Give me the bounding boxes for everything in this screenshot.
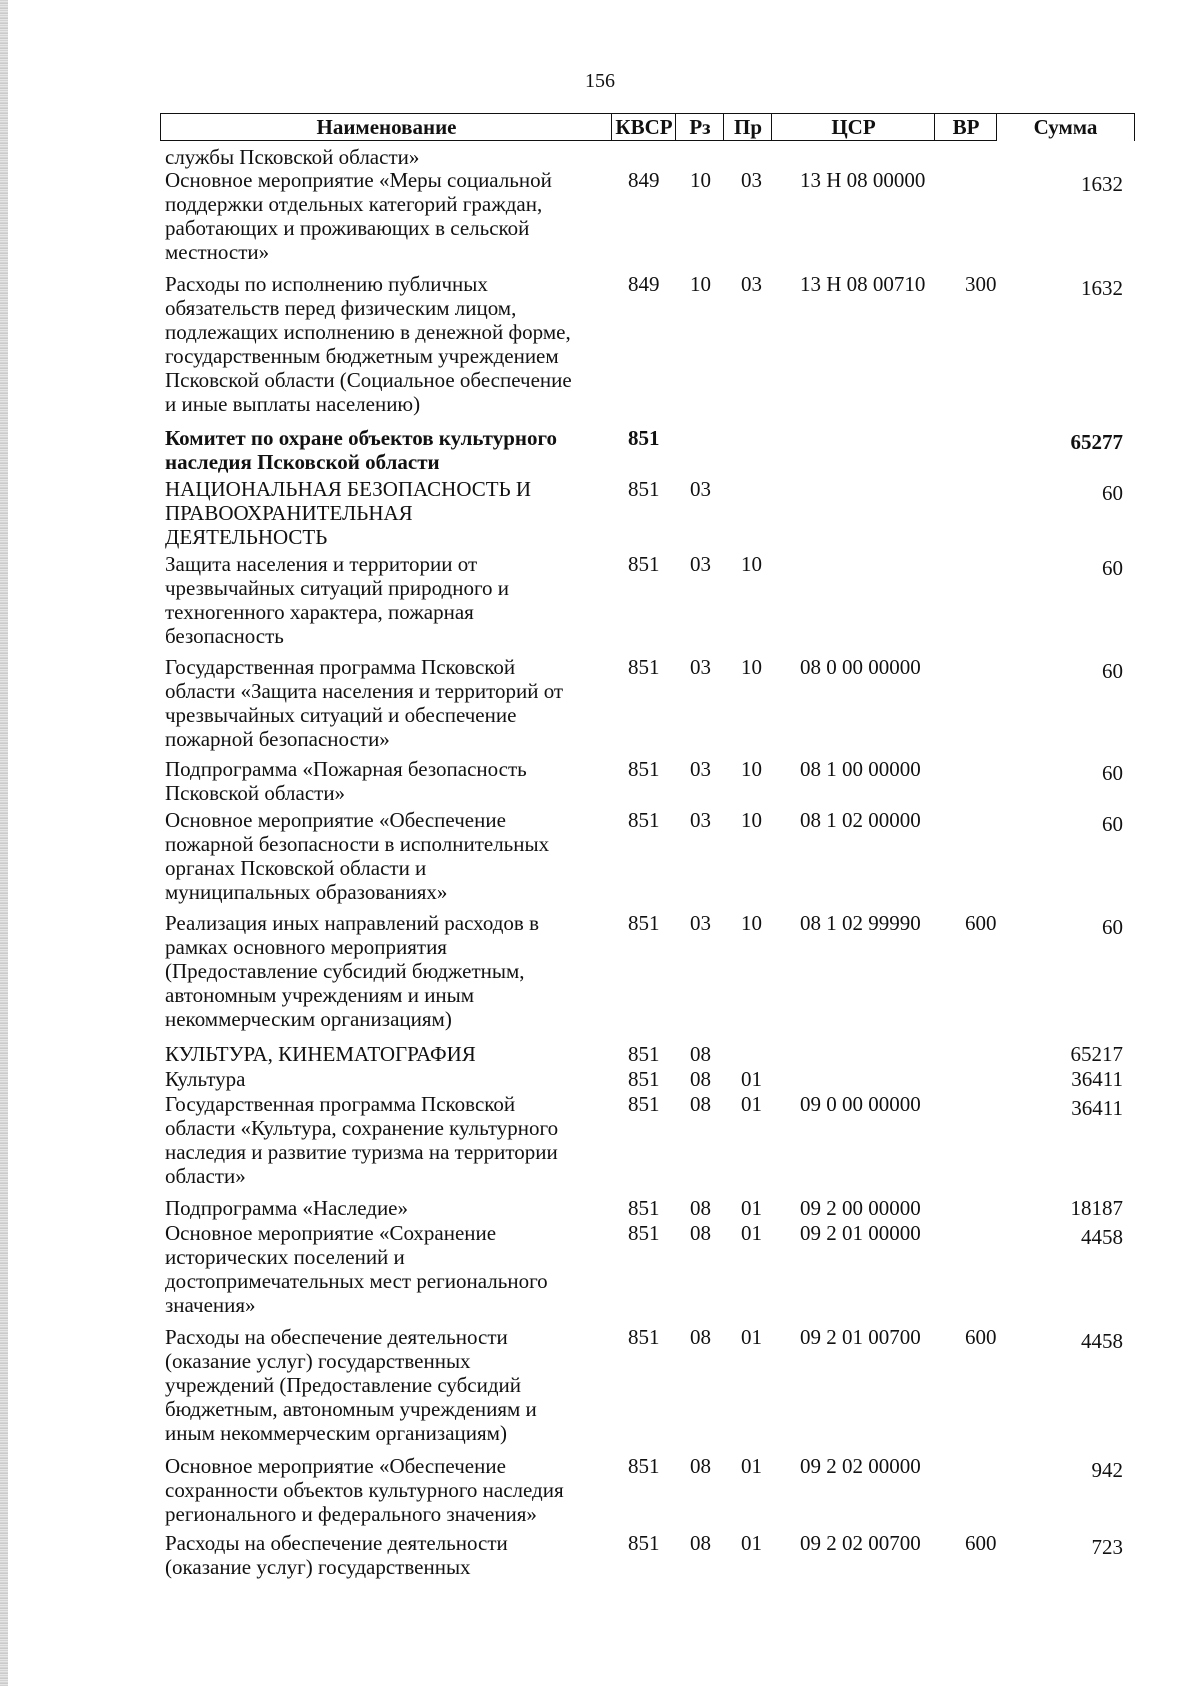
row-name-line: государственным бюджетным учреждением: [165, 344, 559, 368]
row-pr: 10: [741, 808, 762, 832]
row-rz: 03: [690, 911, 711, 935]
row-rz: 08: [690, 1042, 711, 1066]
row-name-line: Расходы на обеспечение деятельности: [165, 1325, 508, 1349]
row-name-line: Защита населения и территории от: [165, 552, 478, 576]
row-name-line: Расходы на обеспечение деятельности: [165, 1531, 508, 1555]
row-sum: 1632: [1081, 172, 1123, 196]
row-csr: 08 1 02 00000: [800, 808, 921, 832]
row-pr: 10: [741, 911, 762, 935]
row-sum: 36411: [1071, 1067, 1123, 1091]
row-rz: 08: [690, 1454, 711, 1478]
row-pr: 01: [741, 1454, 762, 1478]
row-rz: 03: [690, 552, 711, 576]
row-rz: 10: [690, 168, 711, 192]
row-csr: 09 0 00 00000: [800, 1092, 921, 1116]
row-name-line: автономным учреждениям и иным: [165, 983, 475, 1007]
row-name-line: Комитет по охране объектов культурного: [165, 426, 558, 450]
row-vr: 300: [965, 272, 997, 296]
row-name-line: наследия и развитие туризма на территории: [165, 1140, 558, 1164]
row-rz: 08: [690, 1325, 711, 1349]
row-csr: 09 2 01 00700: [800, 1325, 921, 1349]
row-name-line: наследия Псковской области: [165, 450, 440, 474]
row-name-line: работающих и проживающих в сельской: [165, 216, 530, 240]
row-sum: 723: [1091, 1535, 1123, 1559]
row-pr: 01: [741, 1067, 762, 1091]
row-name-line: области «Защита населения и территорий от: [165, 679, 564, 703]
row-name-line: Государственная программа Псковской: [165, 1092, 516, 1116]
row-csr: 09 2 02 00700: [800, 1531, 921, 1555]
row-name-line: службы Псковской области»: [165, 145, 420, 169]
row-csr: 09 2 00 00000: [800, 1196, 921, 1220]
row-csr: 08 1 00 00000: [800, 757, 921, 781]
row-pr: 01: [741, 1221, 762, 1245]
row-kvsr: 851: [628, 1221, 660, 1245]
row-name-line: пожарной безопасности в исполнительных: [165, 832, 550, 856]
row-name-line: Псковской области»: [165, 781, 346, 805]
row-rz: 03: [690, 477, 711, 501]
row-pr: 10: [741, 655, 762, 679]
row-sum: 942: [1091, 1458, 1123, 1482]
row-name-line: ПРАВООХРАНИТЕЛЬНАЯ: [165, 501, 413, 525]
row-rz: 08: [690, 1196, 711, 1220]
row-vr: 600: [965, 911, 997, 935]
row-name-line: местности»: [165, 240, 270, 264]
header-csr: ЦСР: [771, 113, 936, 141]
row-sum: 60: [1102, 556, 1123, 580]
row-kvsr: 851: [628, 426, 660, 450]
row-sum: 1632: [1081, 276, 1123, 300]
row-rz: 08: [690, 1531, 711, 1555]
row-name-line: Псковской области (Социальное обеспечение: [165, 368, 572, 392]
row-name-line: и иные выплаты населению): [165, 392, 421, 416]
row-kvsr: 851: [628, 1196, 660, 1220]
row-sum: 60: [1102, 481, 1123, 505]
row-name-line: обязательств перед физическим лицом,: [165, 296, 517, 320]
row-name-line: КУЛЬТУРА, КИНЕМАТОГРАФИЯ: [165, 1042, 476, 1066]
row-name-line: сохранности объектов культурного наследия: [165, 1478, 564, 1502]
row-vr: 600: [965, 1325, 997, 1349]
row-kvsr: 851: [628, 477, 660, 501]
scan-edge: [0, 0, 8, 1686]
row-name-line: поддержки отдельных категорий граждан,: [165, 192, 543, 216]
row-name-line: Основное мероприятие «Сохранение: [165, 1221, 497, 1245]
row-name-line: Подпрограмма «Наследие»: [165, 1196, 408, 1220]
row-name-line: НАЦИОНАЛЬНАЯ БЕЗОПАСНОСТЬ И: [165, 477, 532, 501]
row-name-line: Реализация иных направлений расходов в: [165, 911, 540, 935]
row-name-line: области»: [165, 1164, 246, 1188]
row-csr: 08 0 00 00000: [800, 655, 921, 679]
row-pr: 01: [741, 1092, 762, 1116]
row-sum: 65277: [1070, 430, 1123, 454]
row-name-line: Государственная программа Псковской: [165, 655, 516, 679]
row-kvsr: 851: [628, 1042, 660, 1066]
row-name-line: Расходы по исполнению публичных: [165, 272, 488, 296]
row-name-line: пожарной безопасности»: [165, 727, 390, 751]
row-name-line: достопримечательных мест регионального: [165, 1269, 548, 1293]
row-name-line: рамках основного мероприятия: [165, 935, 447, 959]
row-name-line: Культура: [165, 1067, 246, 1091]
row-name-line: техногенного характера, пожарная: [165, 600, 474, 624]
row-name-line: муниципальных образованиях»: [165, 880, 448, 904]
row-name-line: ДЕЯТЕЛЬНОСТЬ: [165, 525, 328, 549]
row-name-line: Основное мероприятие «Обеспечение: [165, 808, 506, 832]
row-rz: 03: [690, 757, 711, 781]
header-name: Наименование: [160, 113, 613, 141]
row-csr: 09 2 01 00000: [800, 1221, 921, 1245]
header-sum: Сумма: [996, 113, 1135, 141]
row-rz: 08: [690, 1221, 711, 1245]
row-pr: 03: [741, 168, 762, 192]
row-rz: 03: [690, 655, 711, 679]
row-name-line: (оказание услуг) государственных: [165, 1349, 471, 1373]
row-kvsr: 851: [628, 1067, 660, 1091]
row-kvsr: 851: [628, 1325, 660, 1349]
row-name-line: некоммерческим организациям): [165, 1007, 452, 1031]
row-name-line: Основное мероприятие «Обеспечение: [165, 1454, 506, 1478]
row-name-line: Основное мероприятие «Меры социальной: [165, 168, 552, 192]
row-name-line: исторических поселений и: [165, 1245, 405, 1269]
row-kvsr: 851: [628, 1092, 660, 1116]
row-sum: 60: [1102, 915, 1123, 939]
row-pr: 10: [741, 552, 762, 576]
page-number: 156: [585, 70, 615, 92]
row-sum: 60: [1102, 761, 1123, 785]
row-csr: 08 1 02 99990: [800, 911, 921, 935]
row-pr: 03: [741, 272, 762, 296]
row-pr: 01: [741, 1325, 762, 1349]
header-kvsr: КВСР: [611, 113, 677, 141]
row-sum: 65217: [1070, 1042, 1123, 1066]
row-name-line: (оказание услуг) государственных: [165, 1555, 471, 1579]
row-name-line: подлежащих исполнению в денежной форме,: [165, 320, 571, 344]
row-csr: 09 2 02 00000: [800, 1454, 921, 1478]
row-name-line: органах Псковской области и: [165, 856, 427, 880]
row-kvsr: 851: [628, 552, 660, 576]
table-header: [160, 113, 1135, 143]
row-rz: 08: [690, 1092, 711, 1116]
row-pr: 01: [741, 1531, 762, 1555]
row-name-line: Подпрограмма «Пожарная безопасность: [165, 757, 527, 781]
row-name-line: бюджетным, автономным учреждениям и: [165, 1397, 537, 1421]
row-name-line: значения»: [165, 1293, 256, 1317]
row-name-line: учреждений (Предоставление субсидий: [165, 1373, 522, 1397]
row-name-line: (Предоставление субсидий бюджетным,: [165, 959, 525, 983]
row-csr: 13 Н 08 00000: [800, 168, 926, 192]
row-rz: 10: [690, 272, 711, 296]
row-sum: 60: [1102, 812, 1123, 836]
row-pr: 10: [741, 757, 762, 781]
header-pr: Пр: [723, 113, 773, 141]
row-sum: 18187: [1070, 1196, 1123, 1220]
row-kvsr: 849: [628, 168, 660, 192]
row-name-line: иным некоммерческим организациям): [165, 1421, 507, 1445]
row-sum: 4458: [1081, 1329, 1123, 1353]
row-name-line: регионального и федерального значения»: [165, 1502, 537, 1526]
row-sum: 60: [1102, 659, 1123, 683]
header-rz: Рз: [675, 113, 725, 141]
row-name-line: чрезвычайных ситуаций природного и: [165, 576, 510, 600]
row-kvsr: 851: [628, 911, 660, 935]
row-name-line: области «Культура, сохранение культурного: [165, 1116, 559, 1140]
row-csr: 13 Н 08 00710: [800, 272, 926, 296]
row-kvsr: 851: [628, 757, 660, 781]
row-kvsr: 849: [628, 272, 660, 296]
row-rz: 03: [690, 808, 711, 832]
row-sum: 36411: [1071, 1096, 1123, 1120]
row-vr: 600: [965, 1531, 997, 1555]
row-rz: 08: [690, 1067, 711, 1091]
row-pr: 01: [741, 1196, 762, 1220]
row-name-line: чрезвычайных ситуаций и обеспечение: [165, 703, 517, 727]
row-name-line: безопасность: [165, 624, 284, 648]
row-kvsr: 851: [628, 655, 660, 679]
row-kvsr: 851: [628, 1454, 660, 1478]
header-vr: ВР: [934, 113, 998, 141]
row-sum: 4458: [1081, 1225, 1123, 1249]
row-kvsr: 851: [628, 1531, 660, 1555]
row-kvsr: 851: [628, 808, 660, 832]
